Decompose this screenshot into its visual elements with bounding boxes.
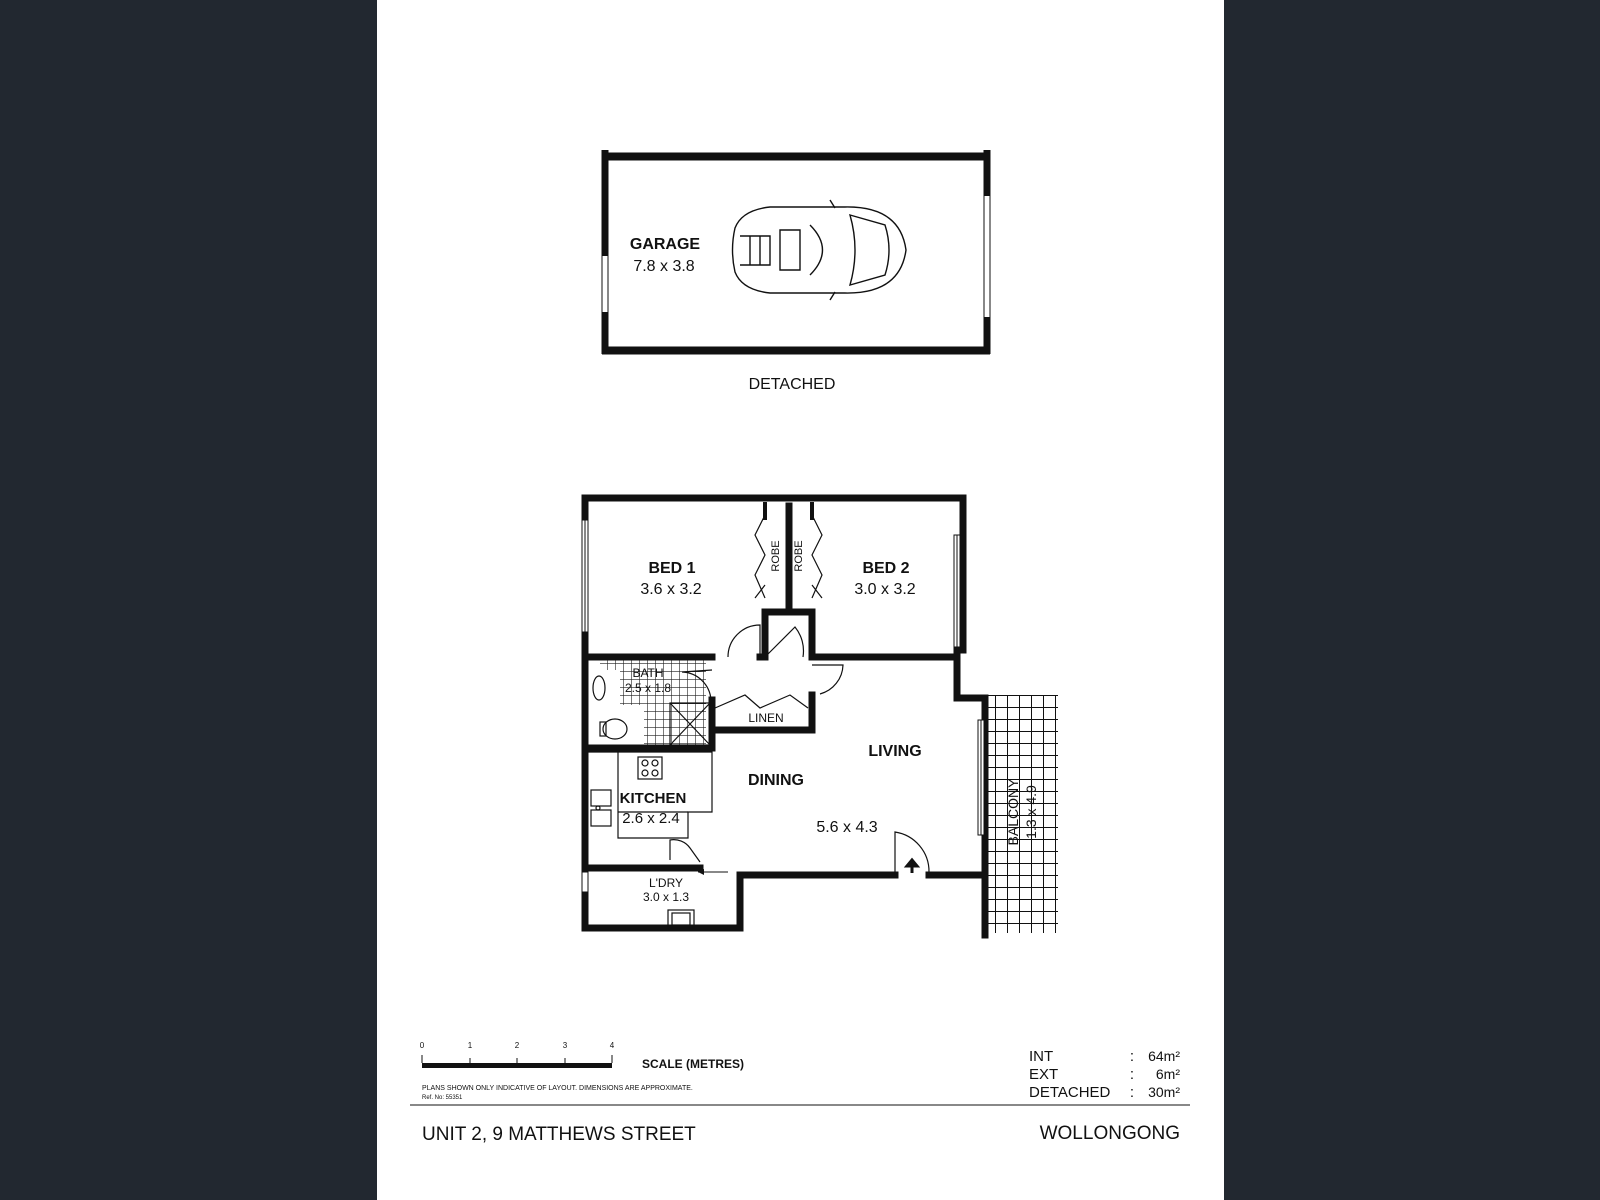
area-int-label: INT xyxy=(1029,1048,1054,1065)
svg-text::: : xyxy=(1129,1048,1135,1065)
laundry-name: L'DRY xyxy=(648,876,684,890)
scale-tick-1: 1 xyxy=(467,1041,473,1050)
bath-size: 2.5 x 1.8 xyxy=(624,681,672,695)
laundry-tub xyxy=(668,910,694,928)
dining-label: DINING xyxy=(748,772,804,789)
property-address: UNIT 2, 9 MATTHEWS STREET xyxy=(422,1124,696,1145)
disclaimer: PLANS SHOWN ONLY INDICATIVE OF LAYOUT. DIMENSIONS ARE APPROXIMATE. xyxy=(422,1085,693,1092)
robe2-label: ROBE xyxy=(793,540,805,572)
kitchen-size: 2.6 x 2.4 xyxy=(622,810,680,827)
bed2-size: 3.0 x 3.2 xyxy=(854,581,916,598)
property-suburb: WOLLONGONG xyxy=(1039,1123,1180,1144)
scale-tick-0: 0 xyxy=(419,1041,425,1050)
garage-size: 7.8 x 3.8 xyxy=(633,258,695,275)
bed1-size: 3.6 x 3.2 xyxy=(640,581,702,598)
bath-name: BATH xyxy=(632,666,664,680)
scale-tick-4: 4 xyxy=(609,1041,615,1050)
laundry-size: 3.0 x 1.3 xyxy=(642,890,690,904)
scale-tick-3: 3 xyxy=(562,1041,568,1050)
svg-text::: : xyxy=(1129,1066,1135,1083)
balcony-deck xyxy=(985,695,1058,933)
balcony-name: BALCONY xyxy=(1005,778,1021,846)
bed1-name: BED 1 xyxy=(648,560,696,577)
balcony-size: 1.3 x 4.9 xyxy=(1023,785,1039,839)
scale-bar xyxy=(422,1055,612,1068)
svg-text::: : xyxy=(1129,1084,1135,1101)
area-ext-value: 6m² xyxy=(1155,1066,1180,1082)
car-icon xyxy=(733,200,907,300)
floor-plan-drawing xyxy=(377,0,1224,1200)
entry-arrow-icon xyxy=(907,860,917,873)
linen-label: LINEN xyxy=(748,711,784,725)
scale-label: SCALE (METRES) xyxy=(642,1057,744,1071)
area-ext-label: EXT xyxy=(1029,1066,1059,1083)
living-size: 5.6 x 4.3 xyxy=(816,819,878,836)
area-detached-label: DETACHED xyxy=(1029,1084,1111,1101)
garage-note: DETACHED xyxy=(748,376,836,393)
kitchen-name: KITCHEN xyxy=(619,790,687,807)
garage-name: GARAGE xyxy=(629,236,701,253)
floor-plan-sheet xyxy=(377,0,1224,1200)
reference-number: Ref. No: 55351 xyxy=(422,1095,463,1101)
area-int-value: 64m² xyxy=(1148,1048,1180,1064)
bed2-name: BED 2 xyxy=(862,560,910,577)
scale-tick-2: 2 xyxy=(514,1041,520,1050)
living-name: LIVING xyxy=(868,743,922,760)
robe1-label: ROBE xyxy=(770,540,782,572)
area-detached-value: 30m² xyxy=(1148,1084,1180,1100)
